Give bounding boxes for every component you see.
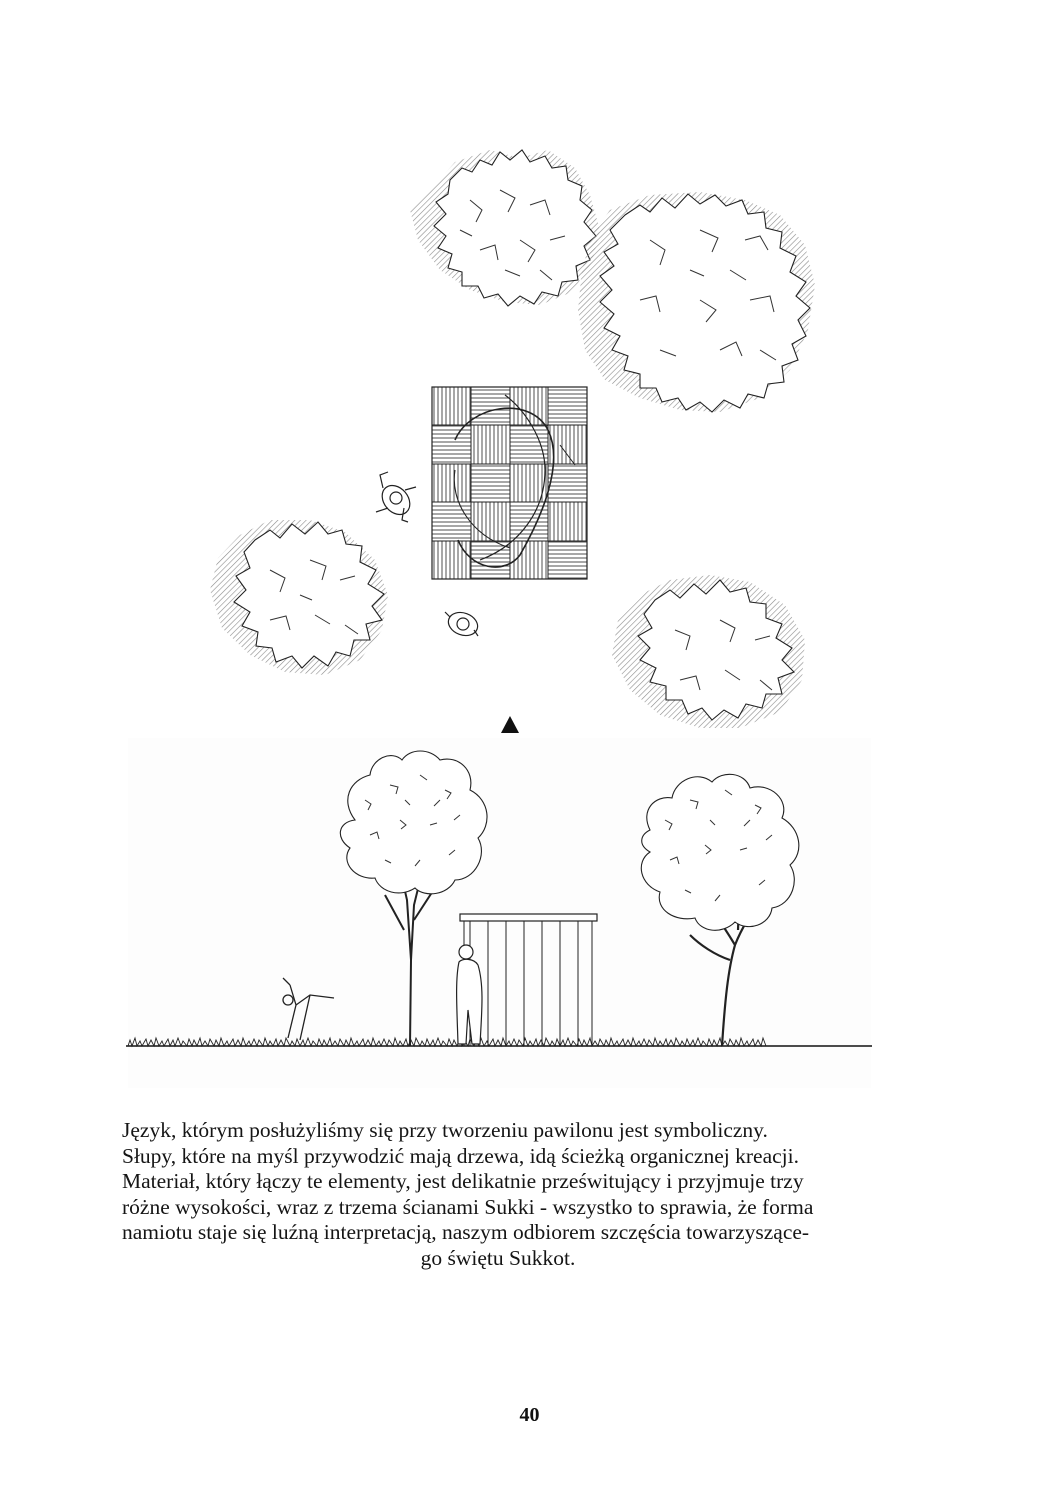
plan-person — [376, 472, 416, 522]
caption-line: Materiał, który łączy te elementy, jest delikatnie prześwitujący i przyjmuje trzy — [122, 1169, 804, 1193]
elevation-view — [126, 738, 872, 1088]
plan-tree — [612, 575, 805, 728]
caption-line: Język, którym posłużyliśmy się przy tworzeniu pawilonu jest symboliczny. — [122, 1118, 768, 1142]
plan-tree — [210, 520, 388, 675]
caption-line: namiotu staje się luźną interpretacją, naszym odbiorem szczęścia towarzyszące- — [122, 1220, 810, 1244]
triangle-up-icon — [501, 716, 519, 733]
caption-line: Słupy, które na myśl przywodzić mają drzewa, idą ścieżką organicznej kreacji. — [122, 1143, 799, 1168]
plan-tree — [410, 150, 600, 306]
plan-tree — [578, 192, 815, 412]
plan-person — [445, 609, 481, 640]
pavilion-plan — [432, 387, 587, 579]
caption — [122, 1118, 874, 1271]
caption-line: różne wysokości, wraz z trzema ścianami Sukki - wszystko to sprawia, że forma — [122, 1194, 814, 1219]
page-number: 40 — [519, 1404, 540, 1426]
plan-view — [210, 150, 815, 733]
caption-line: go świętu Sukkot. — [420, 1245, 576, 1270]
